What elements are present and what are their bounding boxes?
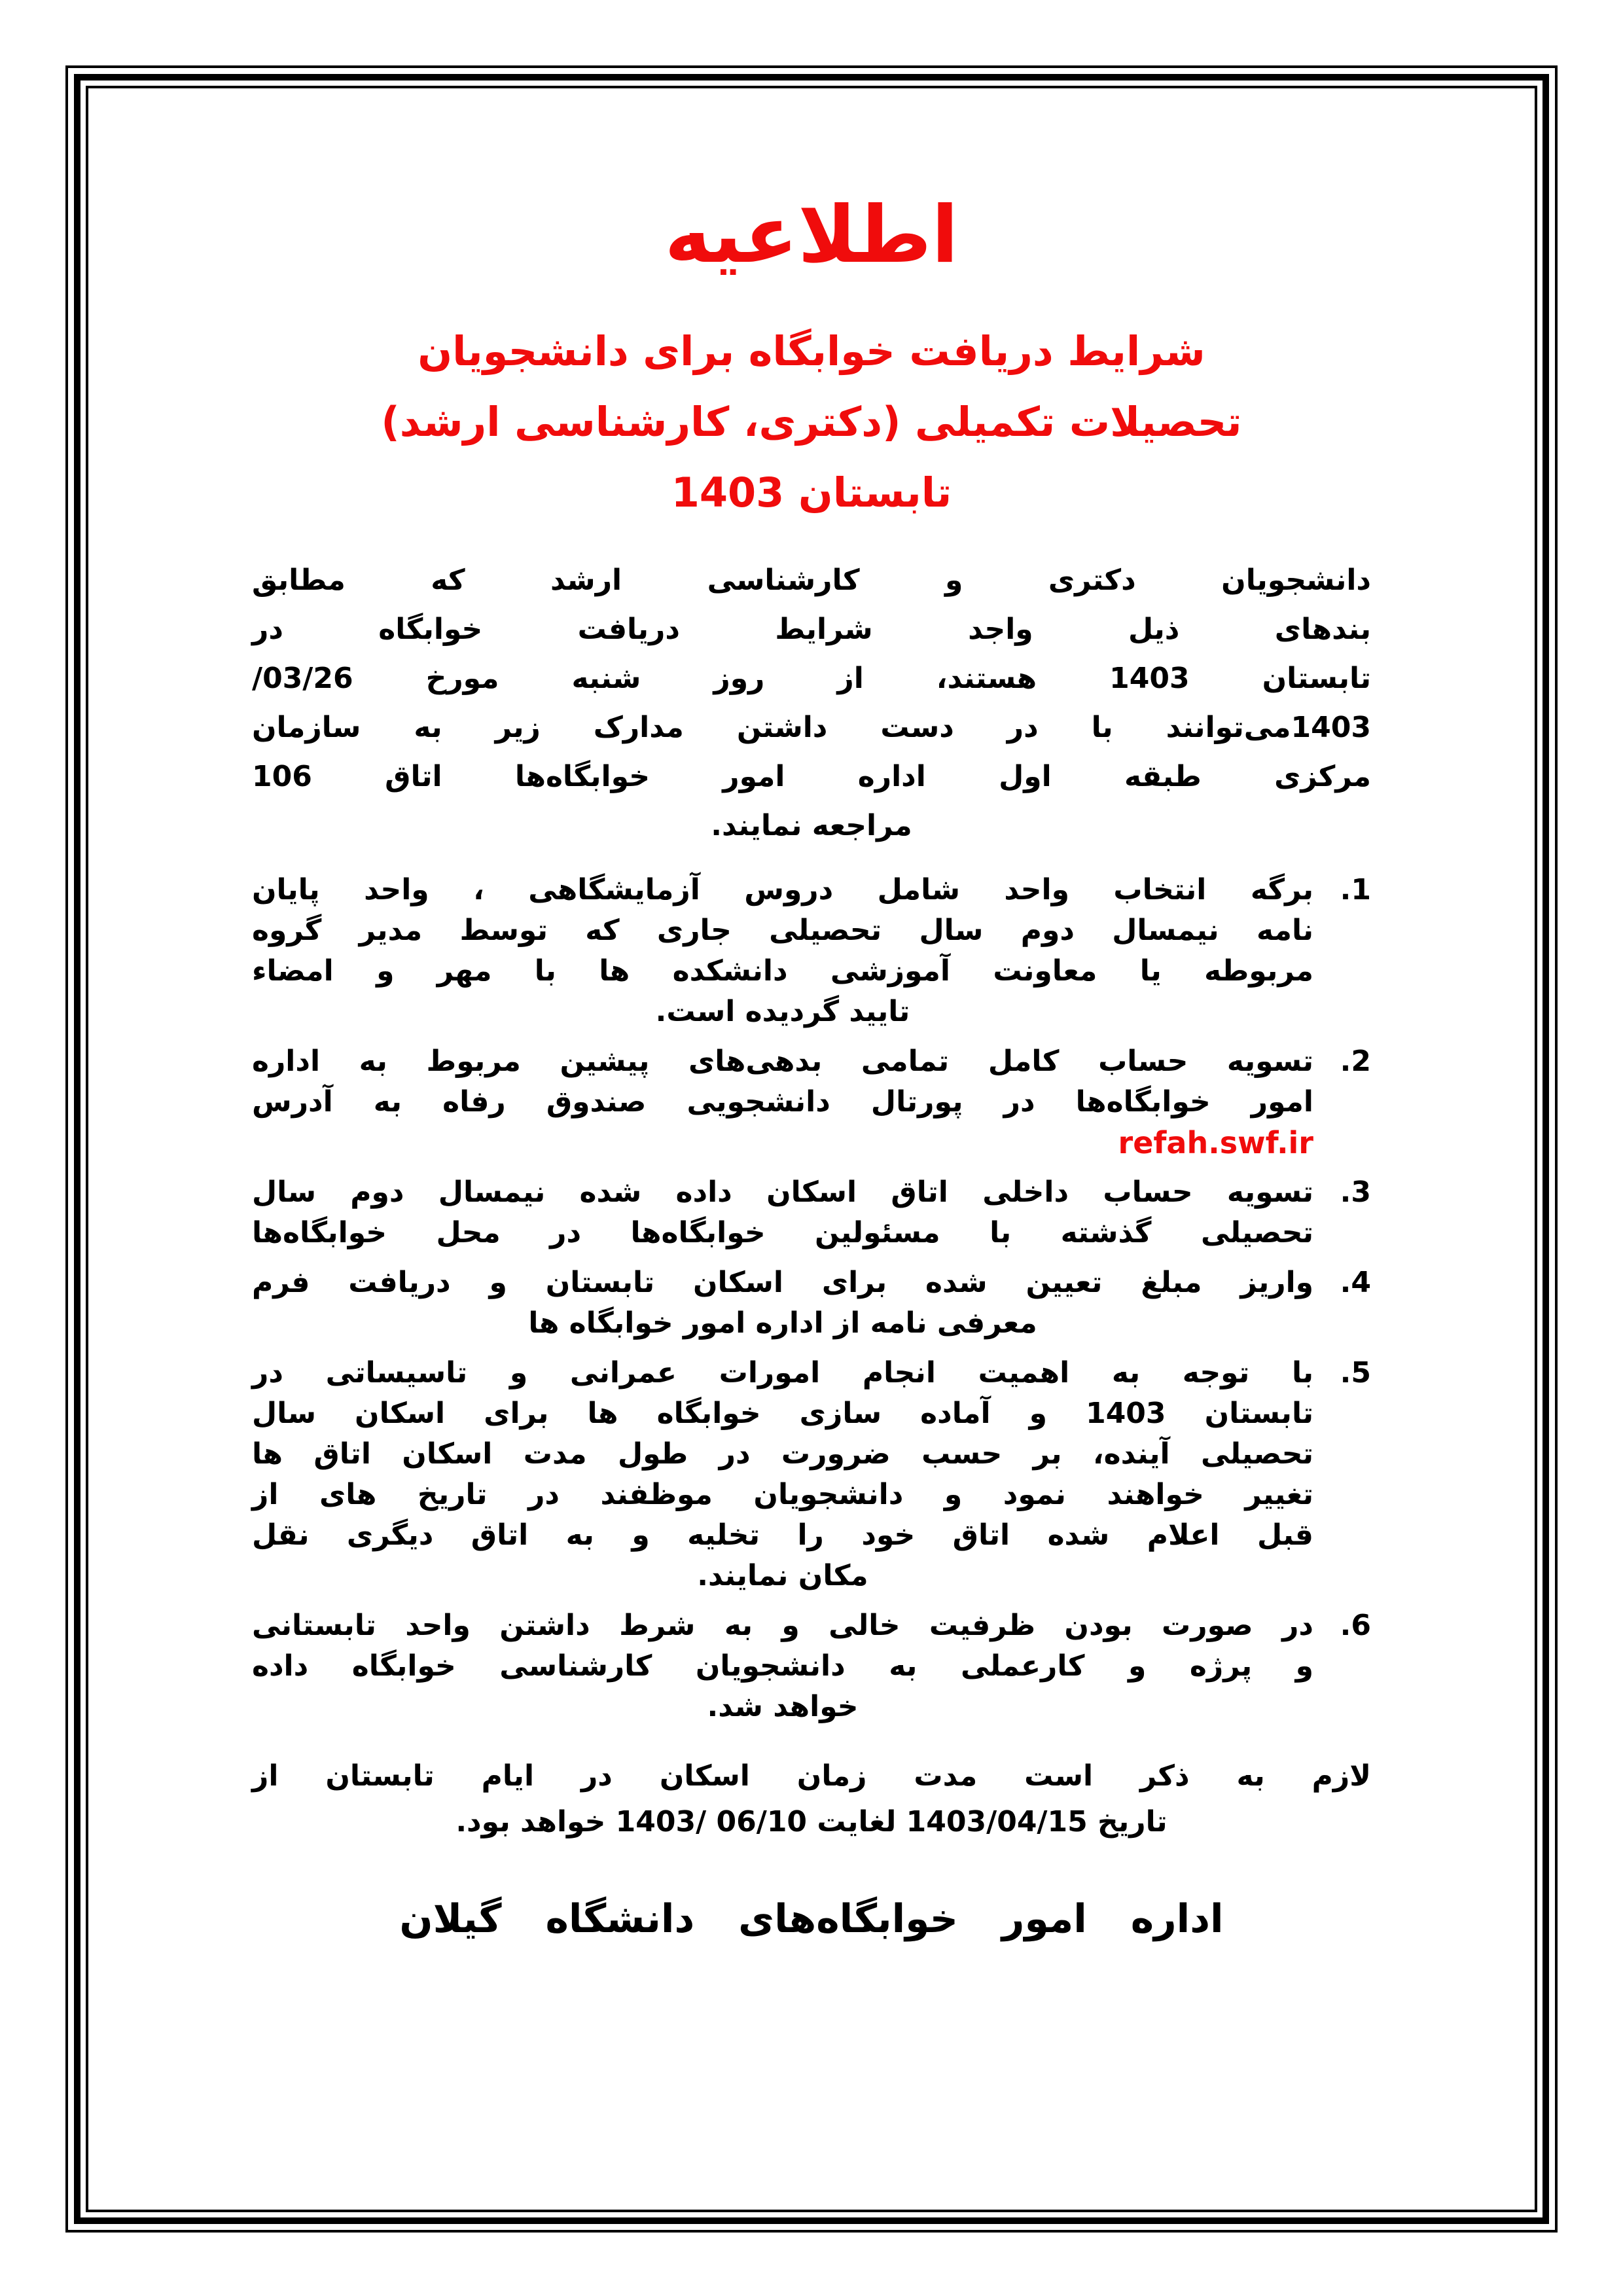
item-line: تایید گردیده است. xyxy=(655,995,910,1028)
list-item xyxy=(252,1353,1371,1596)
intro-line: دانشجویان دکتری و کارشناسی ارشد که مطابق xyxy=(252,564,1371,597)
subtitle-line: شرایط دریافت خوابگاه برای دانشجویان xyxy=(418,327,1205,375)
item-number: 4. xyxy=(1340,1266,1371,1299)
item-body xyxy=(252,1172,1313,1253)
list-item xyxy=(252,1041,1371,1163)
item-number: 2. xyxy=(1340,1045,1371,1078)
signature-footer: اداره امور خوابگاه‌های دانشگاه گیلان xyxy=(399,1896,1224,1942)
item-line: با توجه به اهمیت انجام امورات عمرانی و تاسیساتی در xyxy=(252,1356,1313,1390)
announcement-subtitle xyxy=(252,316,1371,528)
note-line: تاریخ 1403/04/15 لغایت 06/10 /1403 خواهد بود. xyxy=(455,1805,1168,1839)
intro-line: 1403می‌توانند با در دست داشتن مدارک زیر به سازمان xyxy=(252,711,1371,744)
requirements-list xyxy=(252,870,1371,1727)
note-line: لازم به ذکر است مدت زمان اسکان در ایام تابستان از xyxy=(252,1759,1371,1793)
intro-paragraph xyxy=(252,556,1371,850)
subtitle-line: تحصیلات تکمیلی (دکتری، کارشناسی ارشد) xyxy=(381,398,1242,446)
item-line: تابستان 1403 و آماده سازی خوابگاه ها برای اسکان سال xyxy=(252,1397,1313,1430)
announcement-title: اطلاعیه xyxy=(664,190,959,281)
intro-line: مراجعه نمایند. xyxy=(711,809,912,842)
item-line: مربوطه یا معاونت آموزشی دانشکده ها با مهر و امضاء xyxy=(252,954,1313,988)
note-paragraph xyxy=(252,1753,1371,1845)
subtitle-line: تابستان 1403 xyxy=(671,469,952,516)
item-line: تحصیلی گذشته با مسئولین خوابگاه‌ها در محل خوابگاه‌ها xyxy=(252,1216,1313,1249)
item-line: نامه نیمسال دوم سال تحصیلی جاری که توسط مدیر گروه xyxy=(252,914,1313,947)
list-item xyxy=(252,1263,1371,1344)
intro-line xyxy=(252,654,1371,703)
intro-line: بندهای ذیل واجد شرایط دریافت خوابگاه در xyxy=(252,613,1371,646)
item-line: برگه انتخاب واحد شامل دروس آزمایشگاهی ، واحد پایان xyxy=(252,873,1313,906)
intro-line-text: تابستان 1403 هستند، از روز شنبه مورخ xyxy=(425,662,1372,695)
item-number: 6. xyxy=(1340,1609,1371,1642)
intro-line: مرکزی طبقه اول اداره امور خوابگاه‌ها اتاق 106 xyxy=(252,760,1371,793)
item-line: تحصیلی آینده، بر حسب ضرورت در طول مدت اسکان اتاق ها xyxy=(252,1437,1313,1471)
refah-portal-link[interactable]: refah.swf.ir xyxy=(1118,1125,1313,1160)
item-number: 3. xyxy=(1340,1175,1371,1209)
list-item xyxy=(252,870,1371,1032)
document-content xyxy=(88,88,1535,2210)
item-number: 1. xyxy=(1340,873,1371,906)
item-line: و پرژه و کارعملی به دانشجویان کارشناسی خوابگاه داده xyxy=(252,1649,1313,1683)
item-line: واریز مبلغ تعیین شده برای اسکان تابستان و دریافت فرم xyxy=(252,1266,1313,1299)
item-line: تسویه حساب داخلی اتاق اسکان داده شده نیمسال دوم سال xyxy=(252,1175,1313,1209)
item-body xyxy=(252,1263,1313,1344)
item-line: خواهد شد. xyxy=(707,1690,859,1723)
start-date-fragment: /03/26 xyxy=(252,662,353,695)
list-item xyxy=(252,1172,1371,1253)
item-line: تغییر خواهند نمود و دانشجویان موظفند در تاریخ های از xyxy=(252,1478,1313,1511)
item-line: امور خوابگاه‌ها در پورتال دانشجویی صندوق رفاه به آدرس xyxy=(252,1085,1313,1119)
item-body xyxy=(252,870,1313,1032)
item-body xyxy=(252,1353,1313,1596)
item-line: قبل اعلام شده اتاق خود را تخلیه و به اتاق دیگری نقل xyxy=(252,1518,1313,1552)
item-body xyxy=(252,1041,1313,1163)
item-body xyxy=(252,1605,1313,1727)
item-number: 5. xyxy=(1340,1356,1371,1390)
list-item xyxy=(252,1605,1371,1727)
item-line: مکان نمایند. xyxy=(697,1559,868,1592)
item-line: معرفی نامه از اداره امور خوابگاه ها xyxy=(528,1306,1037,1340)
item-line: در صورت بودن ظرفیت خالی و به شرط داشتن واحد تابستانی xyxy=(252,1609,1313,1642)
item-line: تسویه حساب کامل تمامی بدهی‌های پیشین مربوط به اداره xyxy=(252,1045,1313,1078)
